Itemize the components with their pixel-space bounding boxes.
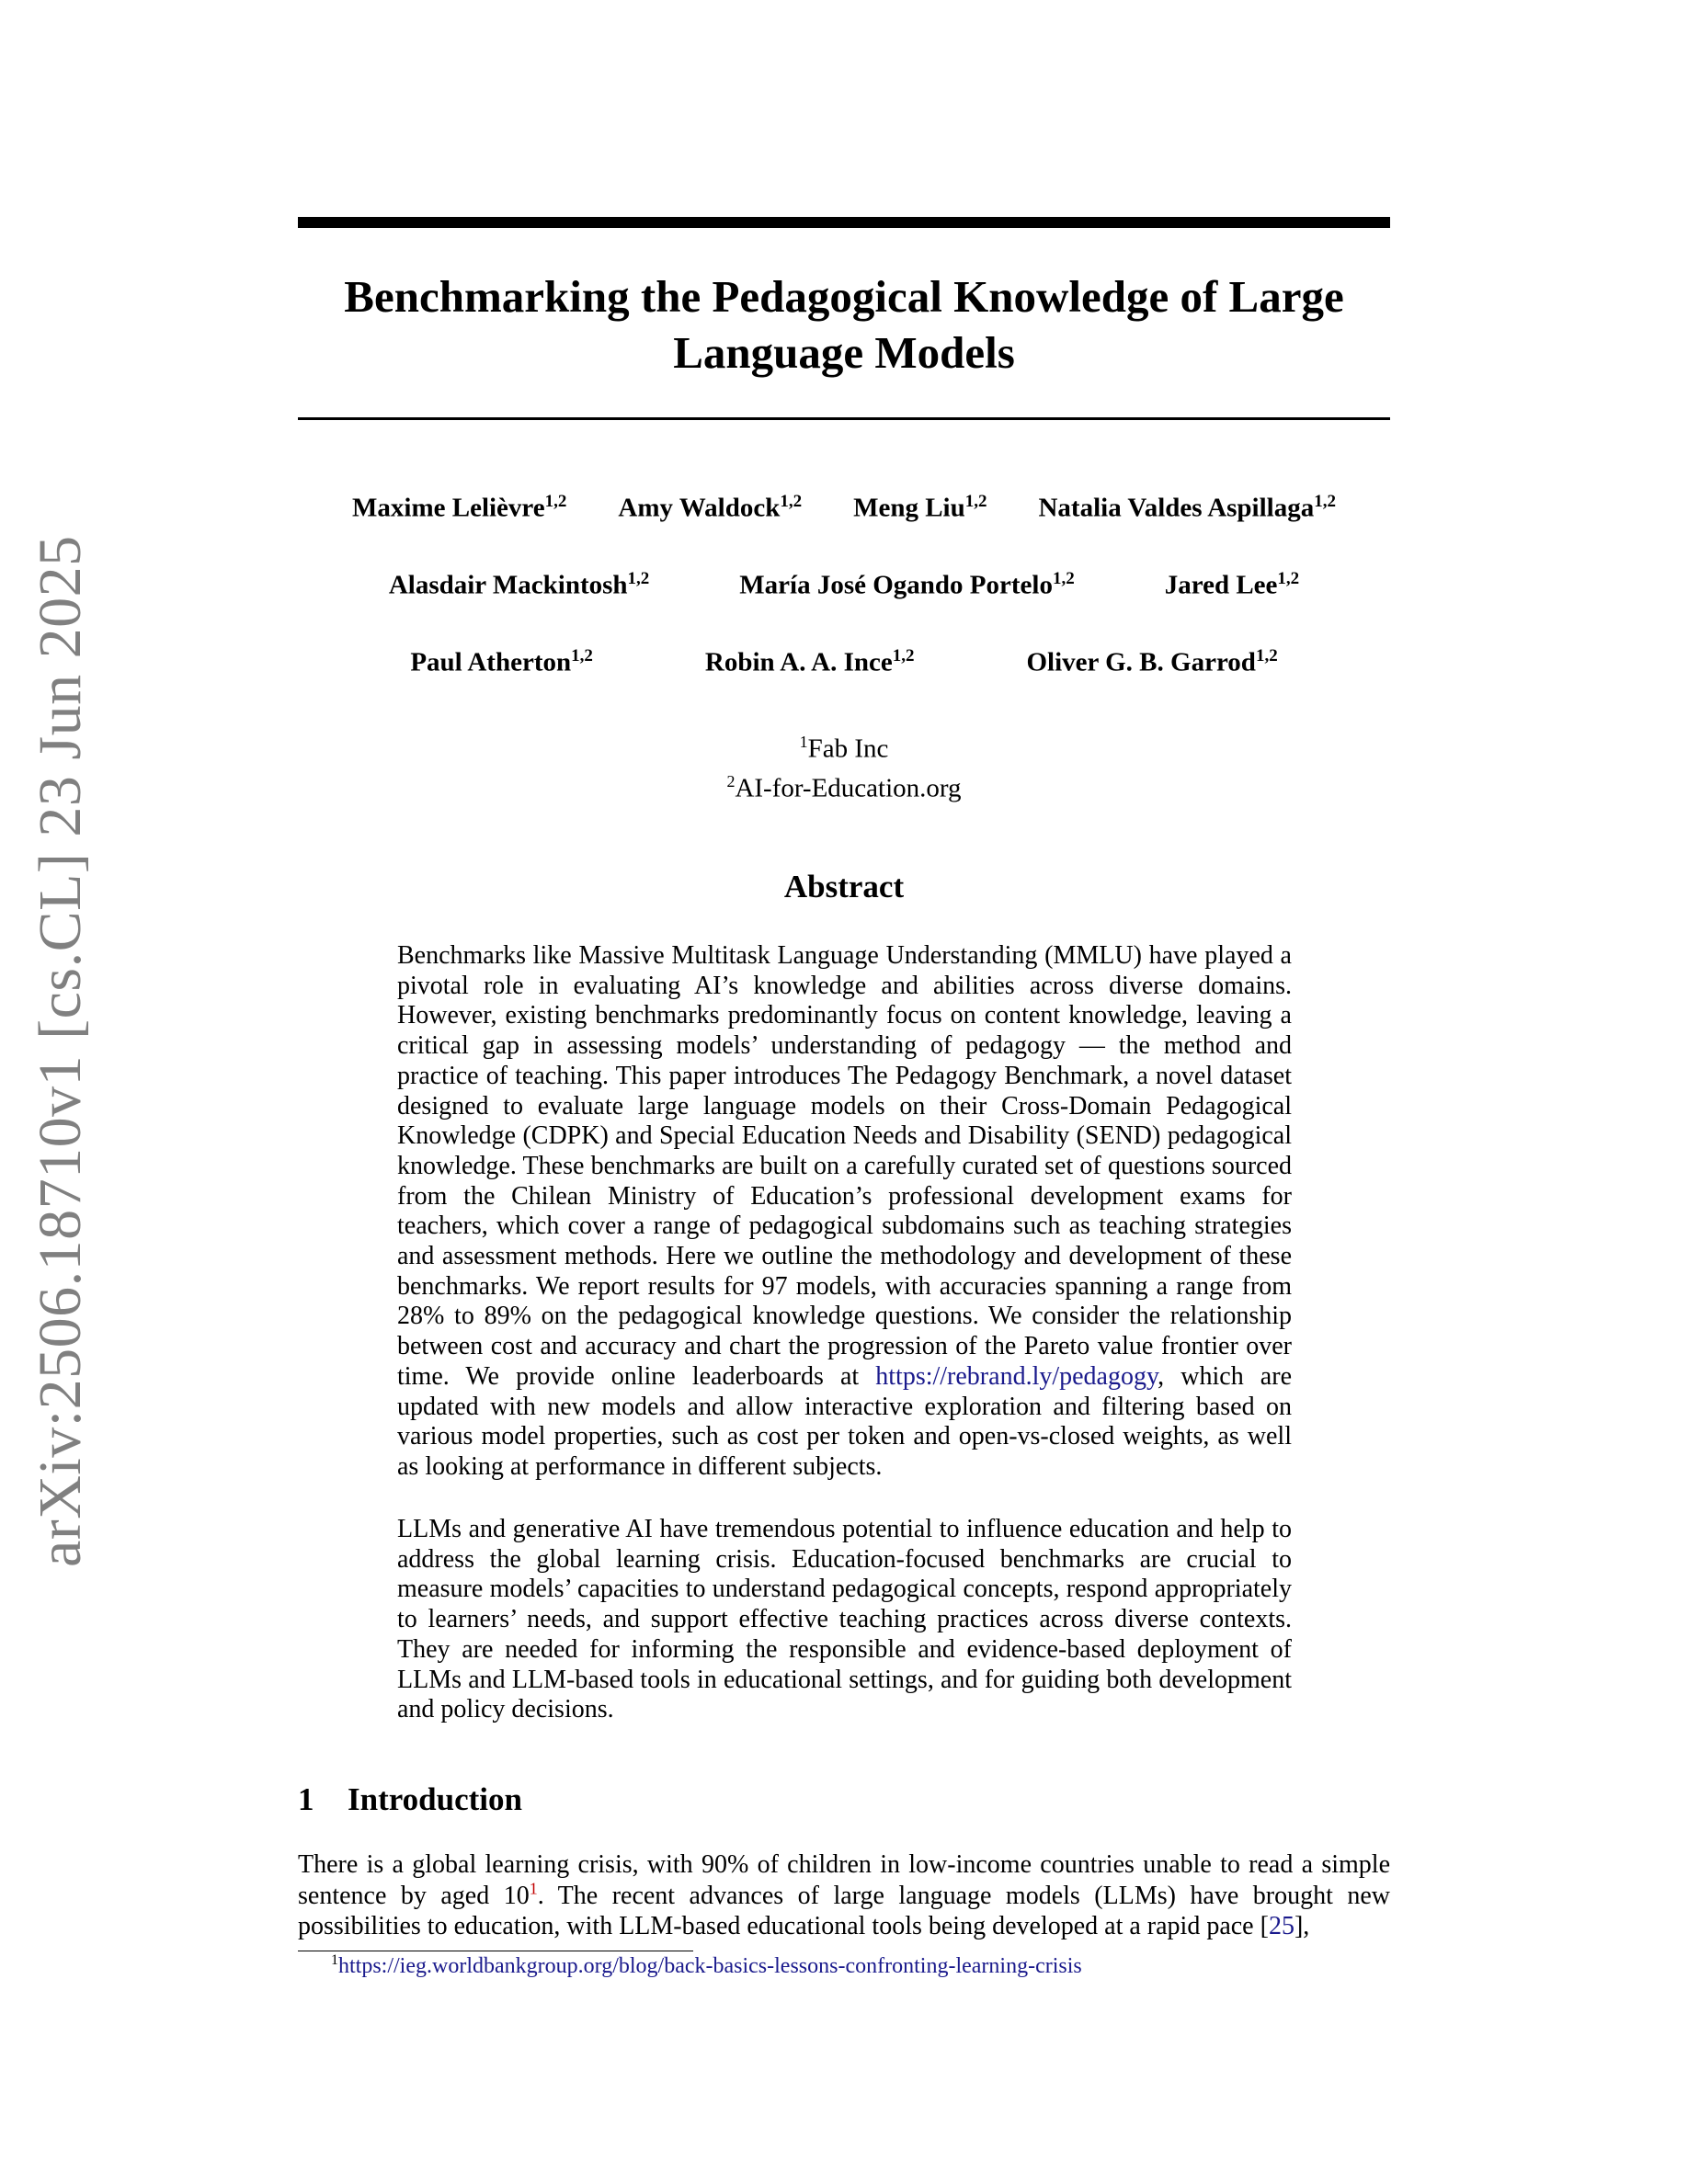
paper-title-line-2: Language Models [673, 327, 1015, 378]
footnote [331, 1952, 1082, 1979]
introduction-heading [298, 1781, 522, 1818]
paper-title [298, 268, 1390, 381]
author: Oliver G. B. Garrod$^{1,2}$ [1026, 646, 1278, 677]
title-bottom-rule [298, 417, 1390, 420]
leaderboard-link[interactable]: https://rebrand.ly/pedagogy [875, 1361, 1158, 1391]
affiliation: $^2$AI-for-Education.org [726, 771, 962, 803]
affiliation: $^1$Fab Inc [799, 733, 889, 764]
author-row-3 [298, 646, 1390, 678]
author: Paul Atherton$^{1,2}$ [410, 646, 593, 677]
introduction-paragraph: There is a global learning crisis, with 90% of children in low-income countries unable to read a simple sentence by aged 10$^1$. The recent advances of large language models (LLMs) have brought new possibilities to education, with LLM-based educational tools being developed at a rapid pace [25], [298, 1850, 1391, 1940]
footnote-url-link[interactable]: https://ieg.worldbankgroup.org/blog/back-basics-lessons-confronting-learning-crisis [338, 1954, 1082, 1978]
title-top-rule [298, 217, 1390, 228]
author: Meng Liu$^{1,2}$ [853, 492, 987, 523]
section-title: Introduction [348, 1781, 522, 1817]
author: Alasdair Mackintosh$^{1,2}$ [388, 569, 650, 600]
author-row-2 [298, 569, 1390, 601]
abstract-heading: Abstract [783, 869, 905, 904]
arxiv-identifier-stamp: arXiv:2506.18710v1 [cs.CL] 23 Jun 2025 [27, 535, 94, 1567]
footnote-mark: 1 [331, 1952, 338, 1968]
author: Amy Waldock$^{1,2}$ [618, 492, 803, 523]
author-row-1 [298, 492, 1390, 524]
abstract-paragraph-1: Benchmarks like Massive Multitask Language Understanding (MMLU) have played a pivotal role in evaluating AI’s knowledge and abilities across diverse domains. However, existing benchmarks predominantly focus on content knowledge, leaving a critical gap in assessing models’ understanding of pedagogy — the method and practice of teaching. This paper introduces The Pedagogy Benchmark, a novel dataset designed to evaluate large language models on their Cross-Domain Pedagogical Knowledge (CDPK) and Special Education Needs and Disability (SEND) pedagogical knowledge. These benchmarks are built on a carefully curated set of questions sourced from the Chilean Ministry of Education’s professional development exams for teachers, which cover a range of pedagogical subdomains such as teaching strategies and assessment methods. Here we outline the methodology and development of these benchmarks. We report results for 97 models, with accuracies spanning a range from 28% to 89% on the pedagogical knowledge questions. We consider the relationship between cost and accuracy and chart the progression of the Pareto value frontier over time. We provide online leaderboards at https://rebrand.ly/pedagogy, which are updated with new models and allow interactive exploration and filtering based on various model properties, such as cost per token and open-vs-closed weights, as well as looking at performance in different subjects. [397, 941, 1292, 1481]
author: Robin A. A. Ince$^{1,2}$ [704, 646, 915, 677]
citation-link[interactable]: 25 [1268, 1912, 1295, 1940]
footnote-reference[interactable]: 1 [529, 1879, 538, 1898]
author: Maxime Lelièvre$^{1,2}$ [352, 492, 567, 523]
author: Jared Lee$^{1,2}$ [1164, 569, 1300, 600]
abstract-paragraph-2: LLMs and generative AI have tremendous potential to influence education and help to address the global learning crisis. Education-focused benchmarks are crucial to measure models’ capacities to understand pedagogical concepts, respond appropriately to learners’ needs, and support effective teaching practices across diverse contexts. They are needed for informing the responsible and evidence-based deployment of LLMs and LLM-based tools in educational settings, and for guiding both development and policy decisions. [397, 1515, 1292, 1724]
author: María José Ogando Portelo$^{1,2}$ [739, 569, 1075, 600]
paper-title-line-1: Benchmarking the Pedagogical Knowledge of Large [344, 271, 1344, 322]
section-number: 1 [298, 1781, 314, 1817]
author: Natalia Valdes Aspillaga$^{1,2}$ [1038, 492, 1336, 523]
affiliations [298, 726, 1390, 804]
